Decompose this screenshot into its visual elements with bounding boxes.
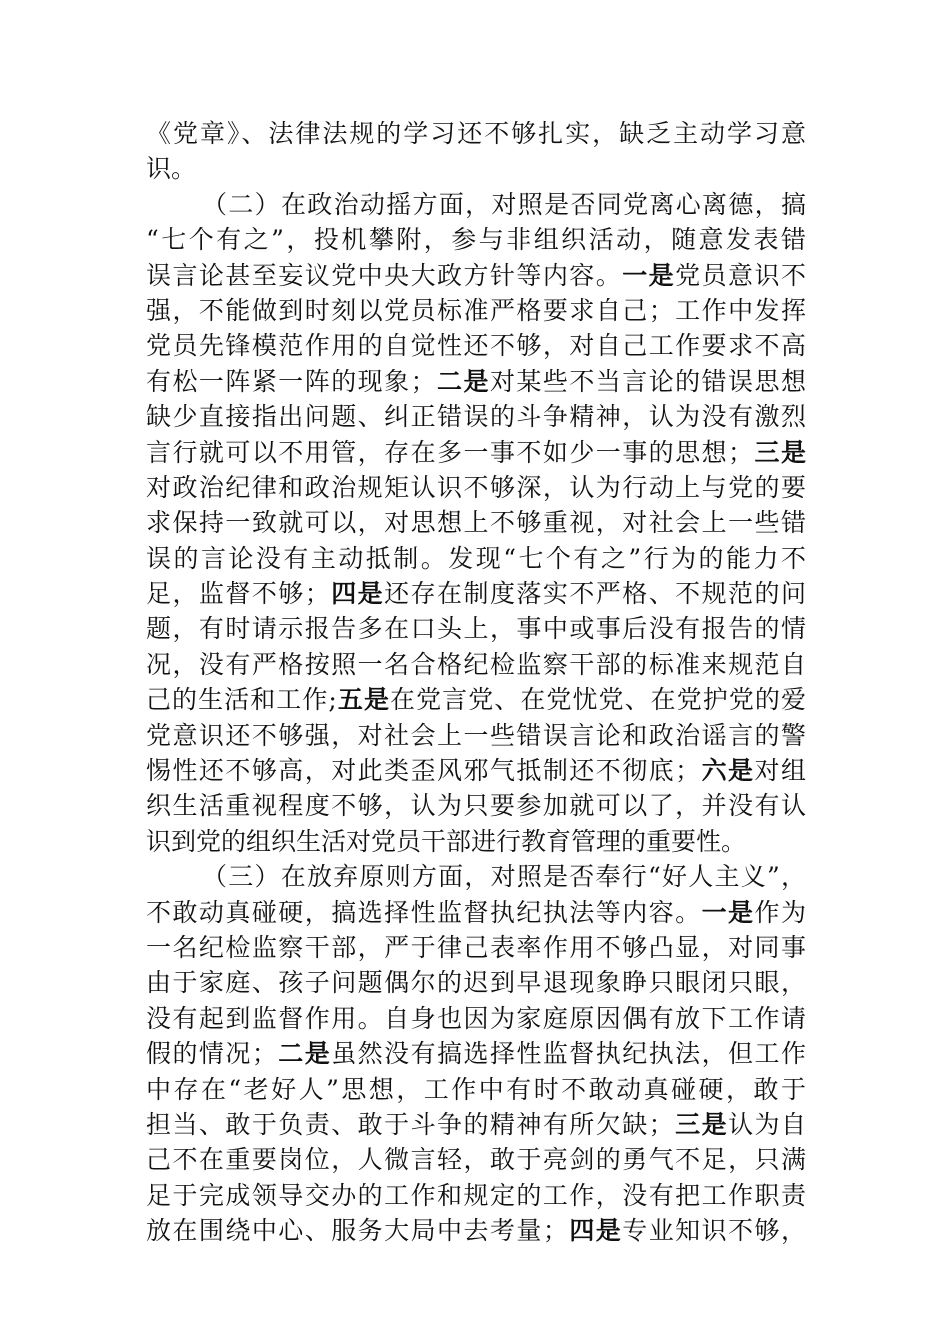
bold-marker-text: 一是 [701, 897, 755, 927]
body-text: 言行就可以不用管，存在多一事不如少一事的思想； [146, 437, 754, 467]
text-line [146, 470, 806, 505]
bold-marker-text: 四是 [567, 1216, 623, 1246]
body-text: 己的生活和工作; [146, 685, 337, 715]
text-line [146, 1072, 806, 1107]
text-line [146, 1142, 806, 1177]
text-line [146, 576, 806, 611]
body-text: 己不在重要岗位，人微言轻，敢于亮剑的勇气不足，只满 [146, 1145, 806, 1175]
text-line [146, 718, 806, 753]
body-text: 误的言论没有主动抵制。发现“七个有之”行为的能力不 [146, 543, 806, 573]
bold-marker-text: 二是 [276, 1039, 332, 1069]
text-line [146, 505, 806, 540]
text-line [146, 399, 806, 434]
bold-marker-text: 五是 [336, 685, 391, 715]
body-text: 虽然没有搞选择性监督执纪执法，但工作 [331, 1039, 806, 1069]
body-text: 没有起到监督作用。自身也因为家庭原因偶有放下工作请 [146, 1003, 806, 1033]
text-line [146, 435, 806, 470]
body-text: 假的情况； [146, 1039, 277, 1069]
body-text: 不敢动真碰硬，搞选择性监督执纪执法等内容。 [146, 897, 702, 927]
body-text: 对某些不当言论的错误思想 [489, 366, 806, 396]
body-text: 缺少直接指出问题、纠正错误的斗争精神，认为没有激烈 [146, 402, 806, 432]
body-text: 求保持一致就可以，对思想上不够重视，对社会上一些错 [146, 508, 806, 538]
body-text: 题，有时请示报告多在口头上，事中或事后没有报告的情 [146, 614, 806, 644]
text-line [146, 647, 806, 682]
body-text: 一名纪检监察干部，严于律己表率作用不够凸显，对同事 [146, 932, 806, 962]
body-text: 误言论甚至妄议党中央大政方针等内容。 [146, 260, 623, 290]
bold-marker-text: 三是 [753, 437, 806, 467]
body-text: 对政治纪律和政治规矩认识不够深，认为行动上与党的要 [146, 472, 806, 502]
body-text: 放在围绕中心、服务大局中去考量； [146, 1216, 568, 1246]
bold-marker-text: 四是 [329, 579, 385, 609]
body-text: 强，不能做到时刻以党员标准严格要求自己；工作中发挥 [146, 295, 806, 325]
body-text: （二）在政治动摇方面，对照是否同党离心离德，搞 [202, 189, 806, 219]
body-text: 认为自 [728, 1109, 806, 1139]
text-line [146, 930, 806, 965]
body-text: 中存在“老好人”思想，工作中有时不敢动真碰硬，敢于 [146, 1074, 806, 1104]
bold-marker-text: 三是 [673, 1109, 729, 1139]
text-line [146, 293, 806, 328]
text-line [146, 611, 806, 646]
body-text: 担当、敢于负责、敢于斗争的精神有所欠缺； [146, 1109, 674, 1139]
bold-marker-text: 六是 [700, 756, 755, 786]
text-line [146, 116, 806, 151]
body-text: 党意识还不够强，对社会上一些错误言论和政治谣言的警 [146, 720, 806, 750]
body-text: 由于家庭、孩子问题偶尔的迟到早退现象睁只眼闭只眼， [146, 968, 806, 998]
text-line [146, 1001, 806, 1036]
body-text: 织生活重视程度不够，认为只要参加就可以了，并没有认 [146, 791, 806, 821]
text-line [146, 824, 806, 859]
body-text: “七个有之”，投机攀附，参与非组织活动，随意发表错 [146, 225, 806, 255]
body-text: 识。 [146, 154, 197, 184]
body-text: 识到党的组织生活对党员干部进行教育管理的重要性。 [146, 826, 747, 856]
text-line [146, 187, 806, 222]
text-line [146, 328, 806, 363]
text-line [146, 753, 806, 788]
body-text: 还存在制度落实不严格、不规范的问 [384, 579, 806, 609]
body-text: （三）在放弃原则方面，对照是否奉行“好人主义”， [202, 862, 806, 892]
body-text: 足于完成领导交办的工作和规定的工作，没有把工作职责 [146, 1180, 806, 1210]
text-line [146, 1107, 806, 1142]
text-line [146, 859, 806, 894]
text-line [146, 258, 806, 293]
text-line [146, 895, 806, 930]
text-line [146, 1036, 806, 1071]
text-line [146, 1178, 806, 1213]
text-line [146, 222, 806, 257]
body-text: 作为 [754, 897, 806, 927]
body-text: 足，监督不够； [146, 579, 330, 609]
text-line [146, 788, 806, 823]
text-line [146, 965, 806, 1000]
text-line [146, 151, 806, 186]
bold-marker-text: 二是 [435, 366, 490, 396]
body-text: 况，没有严格按照一名合格纪检监察干部的标准来规范自 [146, 649, 806, 679]
body-text: 有松一阵紧一阵的现象； [146, 366, 436, 396]
bold-marker-text: 一是 [622, 260, 676, 290]
body-text: 专业知识不够， [622, 1216, 806, 1246]
body-text: 《党章》、法律法规的学习还不够扎实，缺乏主动学习意 [146, 119, 806, 148]
text-line [146, 682, 806, 717]
text-line [146, 1213, 806, 1248]
body-text: 党员先锋模范作用的自觉性还不够，对自己工作要求不高 [146, 331, 806, 361]
body-text: 在党言党、在党忧党、在党护党的爱 [390, 685, 806, 715]
text-line [146, 541, 806, 576]
text-line [146, 364, 806, 399]
body-text: 惕性还不够高，对此类歪风邪气抵制还不彻底； [146, 756, 701, 786]
body-text: 对组 [754, 756, 806, 786]
body-text: 党员意识不 [675, 260, 806, 290]
document-page [146, 116, 806, 1249]
